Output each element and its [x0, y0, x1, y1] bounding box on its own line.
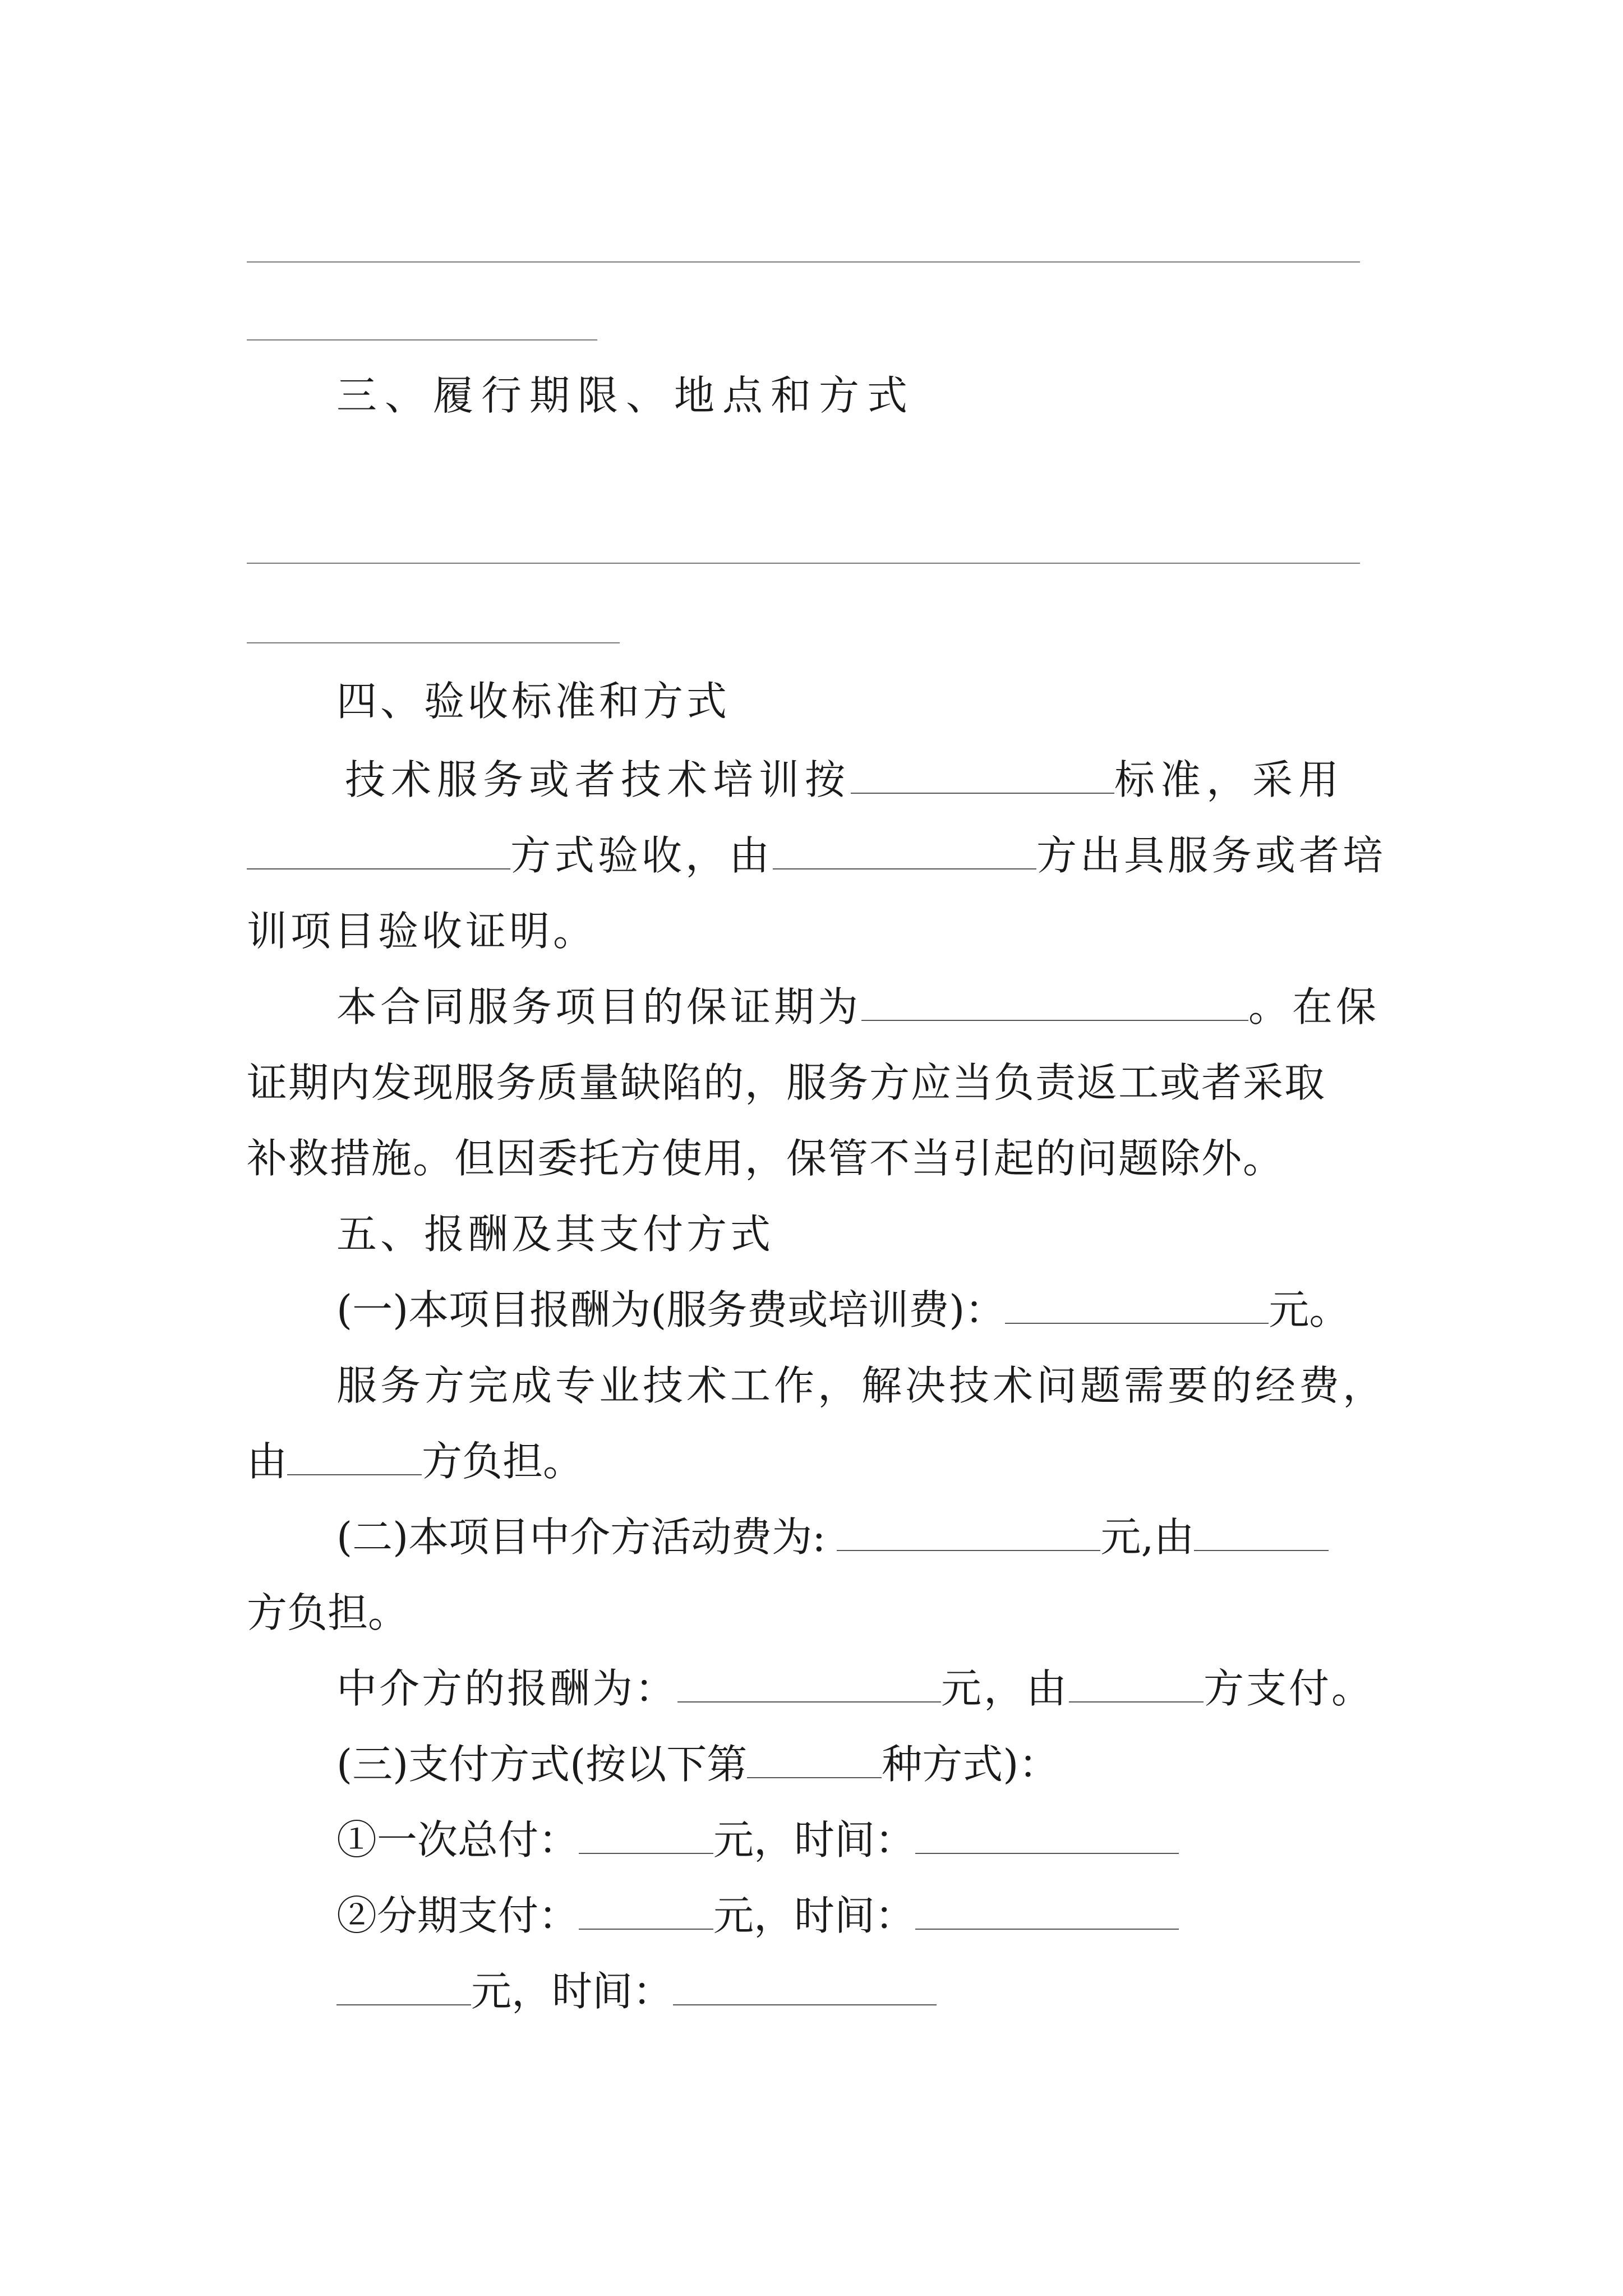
payment-item-1-cont2 — [247, 1436, 583, 1487]
warranty-blank — [861, 983, 1248, 1021]
text: 元,由 — [1100, 1513, 1195, 1561]
payment-item-1-cont: 服务方完成专业技术工作，解决技术问题需要的经费， — [336, 1362, 1387, 1409]
text: 中介方的报酬为： — [336, 1665, 678, 1712]
text: 本合同服务项目的保证期为 — [336, 983, 862, 1030]
blank-rule — [247, 563, 1360, 564]
amount-blank — [579, 1816, 713, 1854]
section-heading-4: 四、验收标准和方式 — [336, 678, 731, 725]
text: 元，由 — [941, 1665, 1069, 1712]
payment-item-1 — [336, 1285, 1349, 1335]
warranty-line-1 — [336, 982, 1380, 1032]
payment-item-2 — [336, 1512, 1329, 1562]
option-2 — [336, 1890, 1179, 1941]
blank-rule — [247, 339, 597, 341]
warranty-line-3: 补救措施。但因委托方使用，保管不当引起的问题除外。 — [247, 1135, 1285, 1182]
text: 方支付。 — [1204, 1665, 1375, 1712]
text: 元，时间： — [471, 1968, 674, 2015]
fee-blank — [1005, 1286, 1269, 1324]
agent-reward-line — [336, 1663, 1374, 1714]
text: 方式验收，由 — [510, 832, 773, 879]
text: 由 — [247, 1438, 288, 1485]
party-blank — [773, 831, 1036, 869]
amount-blank — [579, 1892, 713, 1930]
amount-blank — [336, 1967, 471, 2005]
time-blank — [915, 1816, 1179, 1854]
text: 标准，采用 — [1114, 756, 1345, 803]
section-heading-5: 五、报酬及其支付方式 — [336, 1211, 774, 1258]
party-blank — [1194, 1513, 1329, 1551]
time-blank — [915, 1892, 1179, 1930]
text: (三)支付方式(按以下第 — [336, 1741, 748, 1788]
acceptance-line-1 — [345, 754, 1344, 805]
payment-item-3 — [336, 1739, 1059, 1789]
text: 方负担。 — [422, 1438, 584, 1485]
text: (一)本项目报酬为(服务费或培训费)： — [336, 1286, 1006, 1333]
text: 方出具服务或者培 — [1036, 832, 1387, 879]
time-blank — [673, 1967, 937, 2005]
text: 元，时间： — [713, 1892, 916, 1939]
payment-item-2-cont: 方负担。 — [247, 1589, 409, 1636]
text: ①一次总付： — [336, 1816, 579, 1864]
standard-blank — [851, 756, 1114, 794]
party-blank — [1069, 1664, 1204, 1703]
text: 技术服务或者技术培训按 — [345, 756, 851, 803]
method-blank — [247, 831, 510, 869]
agent-fee-blank — [837, 1513, 1100, 1551]
warranty-line-2: 证期内发现服务质量缺陷的，服务方应当负责返工或者采取 — [247, 1059, 1326, 1106]
text: (二)本项目中介方活动费为: — [336, 1513, 826, 1561]
reward-blank — [677, 1664, 941, 1703]
text: 元。 — [1269, 1286, 1350, 1333]
text: 种方式)： — [882, 1741, 1059, 1788]
acceptance-line-2 — [247, 830, 1386, 881]
acceptance-line-3: 训项目验收证明。 — [247, 908, 597, 955]
blank-rule — [247, 261, 1360, 263]
party-blank — [287, 1437, 422, 1475]
text: ②分期支付： — [336, 1892, 579, 1939]
option-2-cont — [336, 1966, 937, 2017]
option-1 — [336, 1815, 1179, 1865]
blank-rule — [247, 642, 620, 643]
section-heading-3: 三、履行期限、地点和方式 — [336, 372, 916, 419]
text: 。在保 — [1248, 983, 1380, 1030]
method-number-blank — [747, 1740, 882, 1778]
text: 元，时间： — [713, 1816, 916, 1864]
